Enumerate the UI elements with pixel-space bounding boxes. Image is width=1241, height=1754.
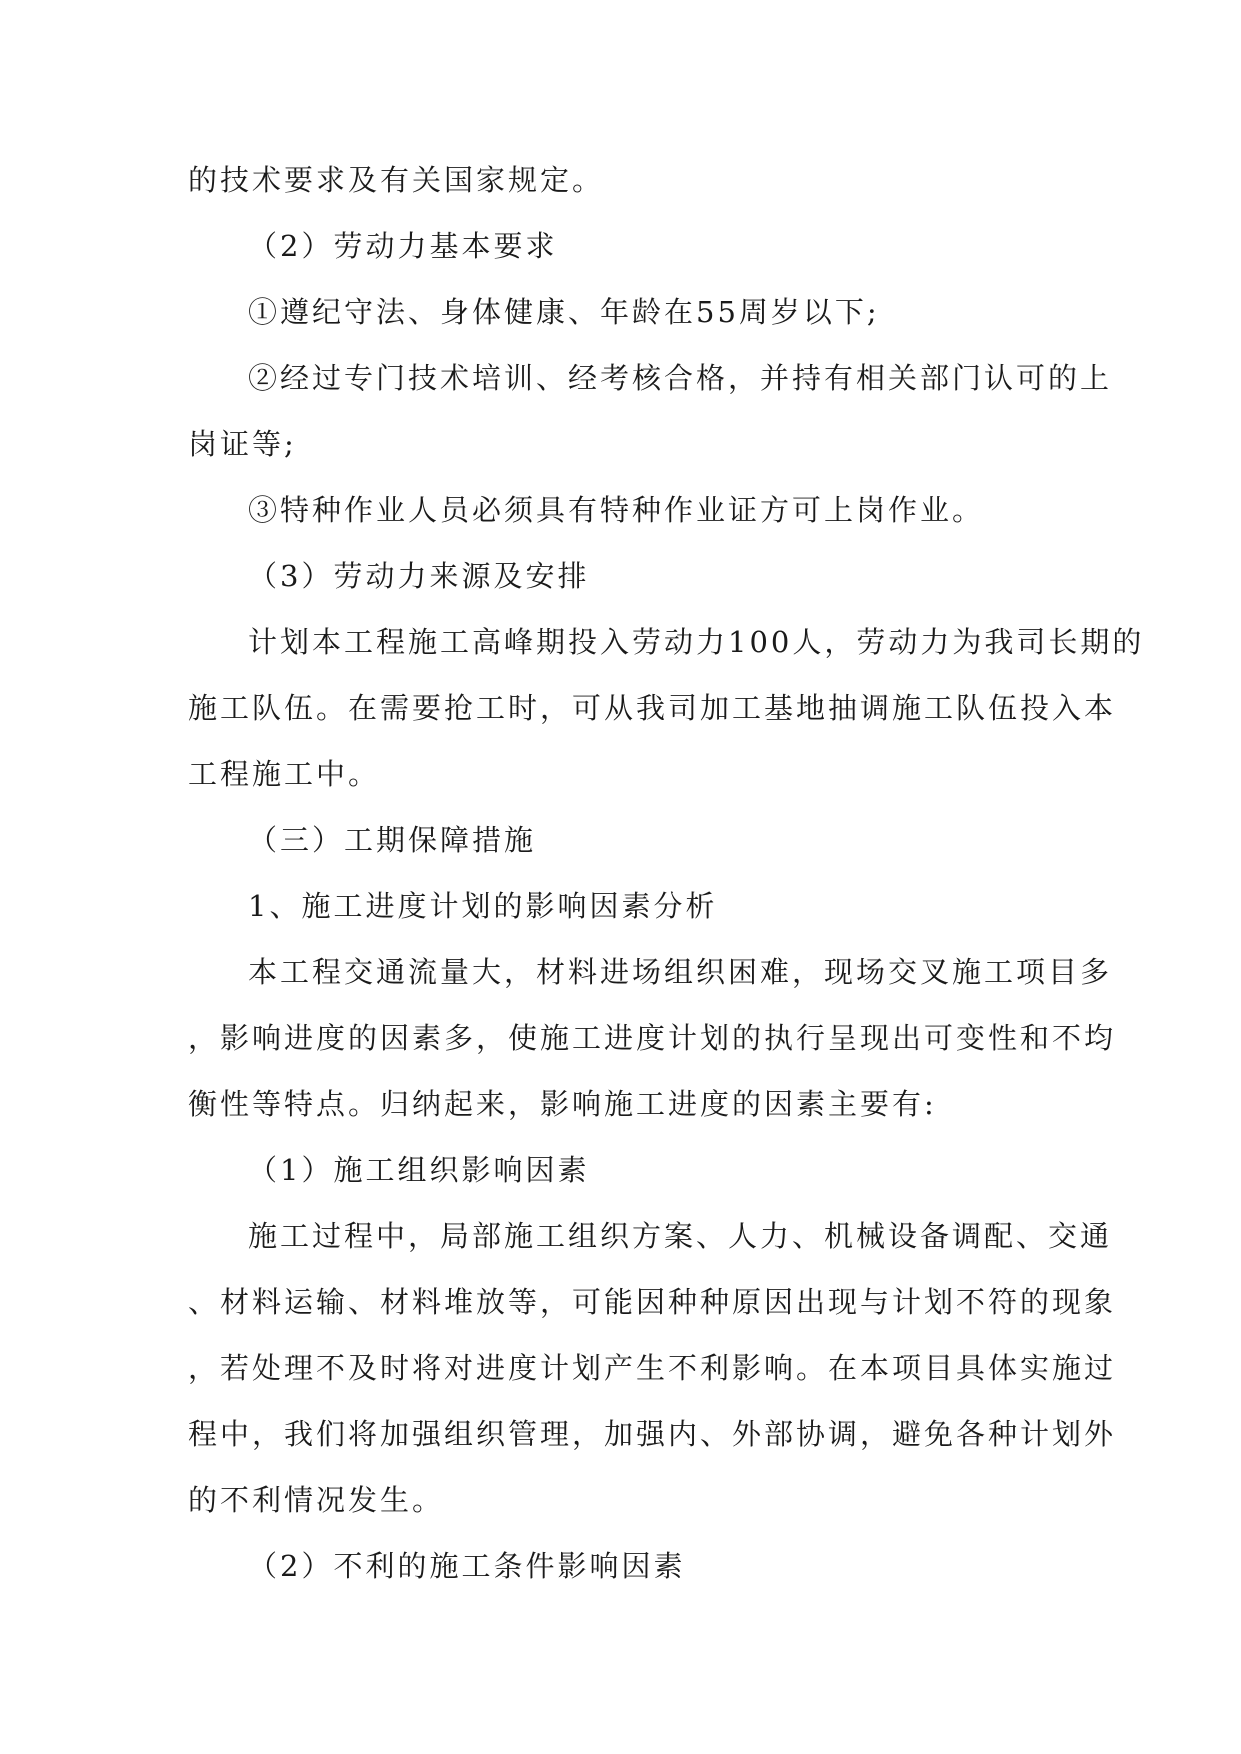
section-heading: （3）劳动力来源及安排 [248, 559, 590, 593]
text-line: 施工队伍。在需要抢工时，可从我司加工基地抽调施工队伍投入本 [188, 691, 1117, 725]
list-item: ③特种作业人员必须具有特种作业证方可上岗作业。 [248, 493, 985, 527]
text-line: 衡性等特点。归纳起来，影响施工进度的因素主要有: [188, 1087, 937, 1121]
section-heading: 1、施工进度计划的影响因素分析 [248, 889, 718, 923]
text-line: 、材料运输、材料堆放等，可能因种种原因出现与计划不符的现象 [188, 1285, 1117, 1319]
paragraph-line: 施工过程中，局部施工组织方案、人力、机械设备调配、交通 [248, 1219, 1113, 1253]
text-line: ，影响进度的因素多，使施工进度计划的执行呈现出可变性和不均 [188, 1021, 1117, 1055]
paragraph-line: 本工程交通流量大，材料进场组织困难，现场交叉施工项目多 [248, 955, 1113, 989]
text-line: ，若处理不及时将对进度计划产生不利影响。在本项目具体实施过 [188, 1351, 1117, 1385]
list-item: ①遵纪守法、身体健康、年龄在55周岁以下; [248, 295, 880, 329]
text-line: 工程施工中。 [188, 757, 381, 791]
section-heading: （三）工期保障措施 [248, 823, 537, 857]
section-heading: （1）施工组织影响因素 [248, 1153, 590, 1187]
text-line: 的技术要求及有关国家规定。 [188, 163, 605, 197]
section-heading: （2）劳动力基本要求 [248, 229, 558, 263]
paragraph-line: 计划本工程施工高峰期投入劳动力100人，劳动力为我司长期的 [248, 625, 1145, 659]
text-line: 岗证等; [188, 427, 297, 461]
section-heading: （2）不利的施工条件影响因素 [248, 1549, 686, 1583]
list-item: ②经过专门技术培训、经考核合格，并持有相关部门认可的上 [248, 361, 1113, 395]
text-line: 程中，我们将加强组织管理，加强内、外部协调，避免各种计划外 [188, 1417, 1117, 1451]
text-line: 的不利情况发生。 [188, 1483, 445, 1517]
